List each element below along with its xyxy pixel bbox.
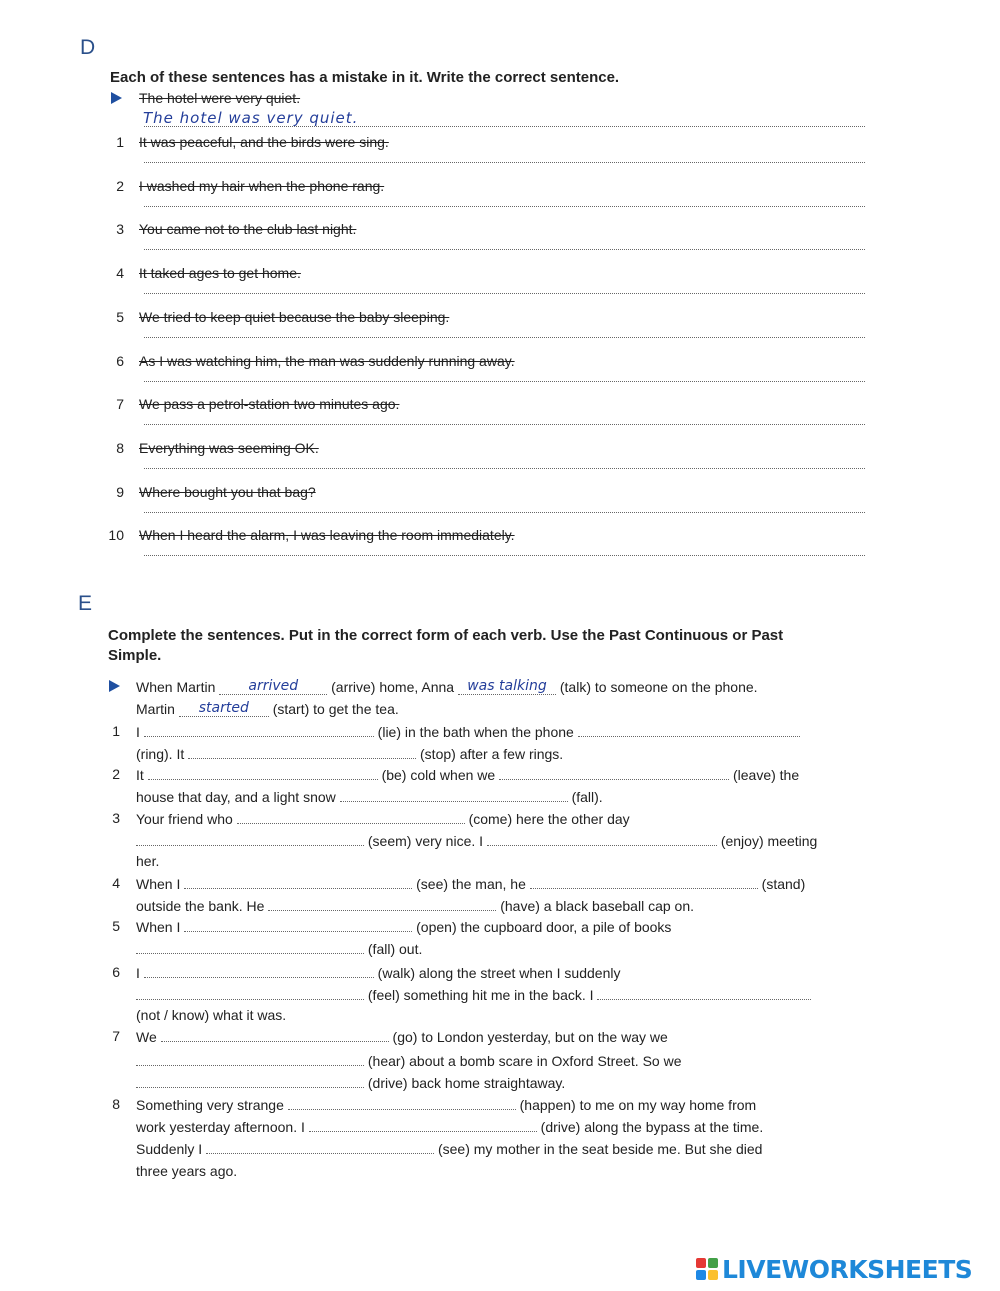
incorrect-sentence: We tried to keep quiet because the baby sleeping. bbox=[139, 309, 450, 325]
play-arrow-icon bbox=[111, 92, 122, 104]
question-1-line-2: (ring). It (stop) after a few rings. bbox=[136, 746, 564, 762]
exercise-item bbox=[100, 134, 865, 177]
answer-line[interactable] bbox=[144, 468, 865, 469]
blank-field[interactable] bbox=[340, 790, 568, 802]
question-number: 7 bbox=[112, 1028, 120, 1044]
item-number: 5 bbox=[116, 309, 124, 325]
answer-line[interactable] bbox=[144, 337, 865, 338]
logo-text: LIVEWORKSHEETS bbox=[722, 1254, 973, 1284]
question-3-line-2: (seem) very nice. I (enjoy) meeting bbox=[136, 833, 817, 849]
answer-line[interactable] bbox=[144, 512, 865, 513]
question-7-line-3: (drive) back home straightaway. bbox=[136, 1075, 565, 1091]
play-arrow-icon bbox=[109, 680, 120, 692]
question-2-line-1: It (be) cold when we (leave) the bbox=[136, 767, 800, 783]
blank-field[interactable] bbox=[288, 1098, 516, 1110]
exercise-item bbox=[100, 353, 865, 396]
logo-square bbox=[696, 1270, 706, 1280]
question-1-line-1: I (lie) in the bath when the phone bbox=[136, 724, 800, 740]
incorrect-sentence: We pass a petrol-station two minutes ago. bbox=[139, 396, 400, 412]
blank-field[interactable] bbox=[309, 1120, 537, 1132]
incorrect-sentence: You came not to the club last night. bbox=[139, 221, 357, 237]
question-number: 4 bbox=[112, 875, 120, 891]
blank-field[interactable] bbox=[136, 834, 364, 846]
question-6-line-3: (not / know) what it was. bbox=[136, 1007, 287, 1023]
question-3-line-1: Your friend who (come) here the other day bbox=[136, 811, 630, 827]
blank-field[interactable] bbox=[136, 942, 364, 954]
question-6-line-2: (feel) something hit me in the back. I bbox=[136, 987, 811, 1003]
blank-field[interactable] bbox=[268, 899, 496, 911]
exercise-item bbox=[100, 527, 865, 570]
question-8-line-2: work yesterday afternoon. I (drive) along the bypass at the time. bbox=[136, 1119, 764, 1135]
exercise-item bbox=[100, 265, 865, 308]
question-3-line-3: her. bbox=[136, 853, 160, 869]
item-number: 2 bbox=[116, 178, 124, 194]
item-number: 7 bbox=[116, 396, 124, 412]
item-number: 3 bbox=[116, 221, 124, 237]
blank-field[interactable] bbox=[144, 725, 374, 737]
answer-line[interactable] bbox=[144, 293, 865, 294]
logo-square bbox=[708, 1270, 718, 1280]
item-number: 6 bbox=[116, 353, 124, 369]
question-5-line-1: When I (open) the cupboard door, a pile of books bbox=[136, 919, 672, 935]
question-6-line-1: I (walk) along the street when I suddenly bbox=[136, 965, 621, 981]
exercise-item bbox=[100, 440, 865, 483]
item-number: 8 bbox=[116, 440, 124, 456]
blank-field[interactable] bbox=[161, 1030, 389, 1042]
example-answer: The hotel was very quiet. bbox=[143, 109, 359, 127]
question-number: 8 bbox=[112, 1096, 120, 1112]
exercise-item bbox=[100, 484, 865, 527]
incorrect-sentence: When I heard the alarm, I was leaving the room immediately. bbox=[139, 527, 515, 543]
exercise-item bbox=[100, 396, 865, 439]
example-line-1: When Martin arrived (arrive) home, Anna was talking (talk) to someone on the phone. bbox=[136, 678, 758, 695]
incorrect-sentence: Everything was seeming OK. bbox=[139, 440, 319, 456]
question-8-line-1: Something very strange (happen) to me on my way home from bbox=[136, 1097, 757, 1113]
incorrect-sentence: I washed my hair when the phone rang. bbox=[139, 178, 385, 194]
question-number: 2 bbox=[112, 766, 120, 782]
section-e-letter: E bbox=[78, 592, 93, 615]
incorrect-sentence: It taked ages to get home. bbox=[139, 265, 301, 281]
item-number: 4 bbox=[116, 265, 124, 281]
item-number: 10 bbox=[108, 527, 124, 543]
question-8-line-3: Suddenly I (see) my mother in the seat beside me. But she died bbox=[136, 1141, 763, 1157]
section-e-instruction bbox=[108, 626, 783, 666]
incorrect-sentence: Where bought you that bag? bbox=[139, 484, 316, 500]
section-d-letter: D bbox=[80, 36, 96, 59]
question-7-line-1: We (go) to London yesterday, but on the way we bbox=[136, 1029, 668, 1045]
example-answer-1: arrived bbox=[219, 678, 327, 695]
question-number: 5 bbox=[112, 918, 120, 934]
logo-square bbox=[708, 1258, 718, 1268]
answer-line[interactable] bbox=[144, 424, 865, 425]
question-number: 3 bbox=[112, 810, 120, 826]
section-d-instruction: Each of these sentences has a mistake in it. Write the correct sentence. bbox=[110, 69, 620, 86]
answer-line[interactable] bbox=[144, 249, 865, 250]
example-line-2: Martin started (start) to get the tea. bbox=[136, 700, 399, 717]
blank-field[interactable] bbox=[144, 966, 374, 978]
question-7-line-2: (hear) about a bomb scare in Oxford Street. So we bbox=[136, 1053, 682, 1069]
blank-field[interactable] bbox=[597, 988, 811, 1000]
blank-field[interactable] bbox=[136, 988, 364, 1000]
answer-line[interactable] bbox=[144, 555, 865, 556]
instruction-line-2: Simple. bbox=[108, 647, 162, 664]
blank-field[interactable] bbox=[578, 725, 800, 737]
question-8-line-4: three years ago. bbox=[136, 1163, 238, 1179]
question-2-line-2: house that day, and a light snow (fall). bbox=[136, 789, 603, 805]
logo-square bbox=[696, 1258, 706, 1268]
blank-field[interactable] bbox=[136, 1076, 364, 1088]
question-number: 1 bbox=[112, 723, 120, 739]
example-answer-2: was talking bbox=[458, 678, 556, 695]
liveworksheets-logo bbox=[696, 1254, 972, 1284]
blank-field[interactable] bbox=[148, 768, 378, 780]
exercise-item bbox=[100, 221, 865, 264]
question-4-line-1: When I (see) the man, he (stand) bbox=[136, 876, 806, 892]
exercise-item bbox=[100, 178, 865, 221]
answer-line[interactable] bbox=[144, 162, 865, 163]
blank-field[interactable] bbox=[237, 812, 465, 824]
blank-field[interactable] bbox=[530, 877, 758, 889]
question-4-line-2: outside the bank. He (have) a black baseball cap on. bbox=[136, 898, 694, 914]
blank-field[interactable] bbox=[184, 920, 412, 932]
logo-mark-icon bbox=[696, 1258, 718, 1280]
blank-field[interactable] bbox=[184, 877, 412, 889]
answer-line[interactable] bbox=[144, 381, 865, 382]
incorrect-sentence: It was peaceful, and the birds were sing. bbox=[139, 134, 389, 150]
item-number: 1 bbox=[116, 134, 124, 150]
instruction-line-1: Complete the sentences. Put in the correct form of each verb. Use the Past Continuous or Past bbox=[108, 627, 784, 644]
blank-field[interactable] bbox=[188, 747, 416, 759]
section-d-example bbox=[100, 90, 865, 133]
blank-field[interactable] bbox=[499, 768, 729, 780]
blank-field[interactable] bbox=[206, 1142, 434, 1154]
blank-field[interactable] bbox=[487, 834, 717, 846]
incorrect-sentence: As I was watching him, the man was suddenly running away. bbox=[139, 353, 515, 369]
answer-line[interactable] bbox=[144, 206, 865, 207]
question-5-line-2: (fall) out. bbox=[136, 941, 422, 957]
blank-field[interactable] bbox=[136, 1054, 364, 1066]
question-number: 6 bbox=[112, 964, 120, 980]
example-answer-3: started bbox=[179, 700, 269, 717]
example-sentence: The hotel were very quiet. bbox=[139, 90, 301, 106]
item-number: 9 bbox=[116, 484, 124, 500]
exercise-item bbox=[100, 309, 865, 352]
